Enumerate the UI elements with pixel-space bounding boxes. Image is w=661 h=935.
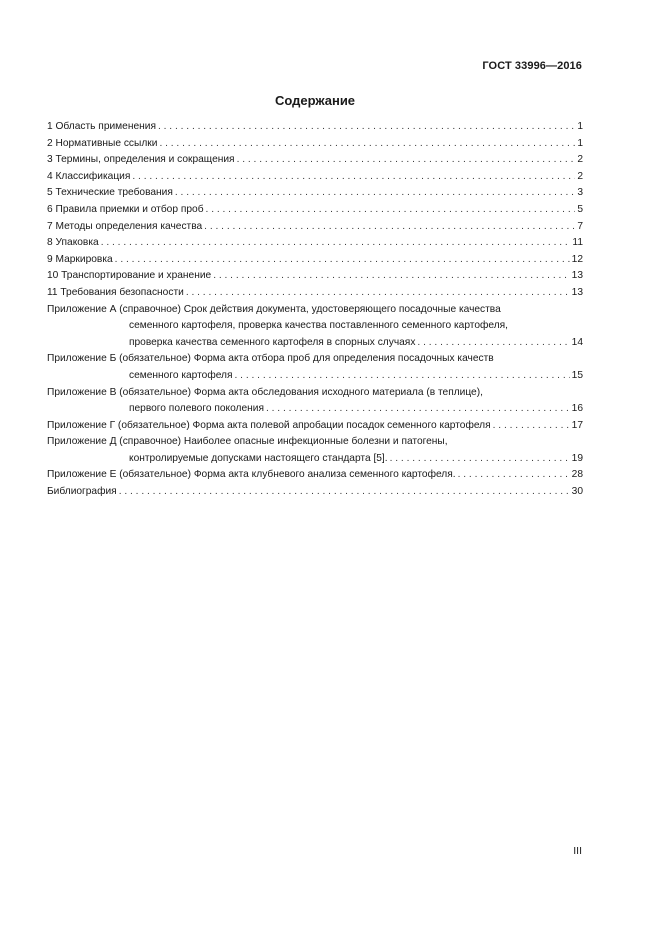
toc-entry-page: 15 xyxy=(571,369,583,381)
toc-appendix-entry[interactable] xyxy=(47,418,583,435)
toc-entry-page: 1 xyxy=(577,121,583,132)
toc-entry-page: 19 xyxy=(571,452,583,464)
toc-entry-label: 7 Методы определения качества xyxy=(47,220,203,232)
toc-entry[interactable] xyxy=(47,185,583,202)
toc-entry-label: проверка качества семенного картофеля в спорных случаях xyxy=(129,336,416,348)
toc-entry-label: 8 Упаковка xyxy=(47,237,99,249)
dot-leader xyxy=(101,235,571,252)
toc-entry-page: 28 xyxy=(571,469,583,481)
toc-entry[interactable] xyxy=(47,169,583,186)
document-code: ГОСТ 33996—2016 xyxy=(482,60,582,72)
toc-entry-label: 11 Требования безопасности xyxy=(47,286,184,298)
toc-entry-page: 16 xyxy=(571,403,583,415)
toc-entry-label: 3 Термины, определения и сокращения xyxy=(47,154,235,166)
dot-leader xyxy=(266,401,570,418)
appendix-title-last-line[interactable] xyxy=(47,401,583,418)
toc-entry-label: 4 Классификация xyxy=(47,170,131,182)
toc-entry-page: 2 xyxy=(577,170,583,182)
dot-leader xyxy=(186,285,570,302)
dot-leader xyxy=(175,185,575,202)
toc-appendix-line[interactable] xyxy=(47,467,583,484)
toc-entry[interactable] xyxy=(47,235,583,252)
dot-leader xyxy=(458,467,570,484)
appendix-title-continuation: семенного картофеля, проверка качества поставленного семенного картофеля, xyxy=(129,320,509,332)
dot-leader xyxy=(235,368,570,385)
toc-entry-page: 12 xyxy=(571,253,583,265)
toc-entry-page: 2 xyxy=(577,154,583,166)
toc-entry-label: 6 Правила приемки и отбор проб xyxy=(47,203,204,215)
toc-entry-label: 2 Нормативные ссылки xyxy=(47,137,158,149)
appendix-title-line: Приложение А (справочное) Срок действия документа, удостоверяющего посадочные качества xyxy=(47,303,501,315)
toc-entry-label: 1 Область применения xyxy=(47,121,156,132)
toc-entry-page: 5 xyxy=(577,203,583,215)
dot-leader xyxy=(493,418,570,435)
toc-entry[interactable] xyxy=(47,285,583,302)
toc-entry-label: первого полевого поколения xyxy=(129,403,264,415)
toc-entry-label: семенного картофеля xyxy=(129,369,233,381)
dot-leader xyxy=(115,252,570,269)
toc-entry[interactable] xyxy=(47,252,583,269)
toc-entry-page: 13 xyxy=(571,270,583,282)
toc-entry[interactable] xyxy=(47,152,583,169)
appendix-title-last-line[interactable] xyxy=(47,335,583,352)
toc-entry-label: Библиография xyxy=(47,486,117,498)
dot-leader xyxy=(206,202,576,219)
toc-entry[interactable] xyxy=(47,202,583,219)
toc-appendix-entry[interactable] xyxy=(47,467,583,484)
toc-entry-page: 17 xyxy=(571,419,583,431)
appendix-title-line: Приложение Б (обязательное) Форма акта отбора проб для определения посадочных качеств xyxy=(47,353,494,365)
page-number: III xyxy=(573,845,582,857)
toc-entry-label: Приложение Г (обязательное) Форма акта полевой апробации посадок семенного картофеля xyxy=(47,419,491,431)
toc-bibliography[interactable] xyxy=(47,484,583,501)
toc-entry-page: 13 xyxy=(571,286,583,298)
toc-entry-page: 7 xyxy=(577,220,583,232)
dot-leader xyxy=(132,169,575,186)
dot-leader xyxy=(158,119,575,136)
toc-entry-label: 10 Транспортирование и хранение xyxy=(47,270,212,282)
dot-leader xyxy=(390,451,570,468)
toc-appendix-entry[interactable] xyxy=(47,302,583,352)
toc-entry-page: 14 xyxy=(571,336,583,348)
page-title: Содержание xyxy=(274,93,356,108)
appendix-title-last-line[interactable] xyxy=(47,451,583,468)
dot-leader xyxy=(237,152,576,169)
toc-entry-page: 3 xyxy=(577,187,583,199)
toc-entry[interactable] xyxy=(47,136,583,153)
table-of-contents xyxy=(47,119,583,501)
toc-entry-label: 9 Маркировка xyxy=(47,253,113,265)
toc-entry[interactable] xyxy=(47,219,583,236)
toc-appendix-entry[interactable] xyxy=(47,434,583,467)
toc-appendix-entry[interactable] xyxy=(47,385,583,418)
dot-leader xyxy=(119,484,570,501)
dot-leader xyxy=(204,219,575,236)
appendix-title-line: Приложение В (обязательное) Форма акта обследования исходного материала (в теплице), xyxy=(47,386,483,398)
toc-entry[interactable] xyxy=(47,268,583,285)
toc-entry-label: контролируемые допусками настоящего стандарта [5]. xyxy=(129,452,388,464)
toc-entry-page: 1 xyxy=(577,137,583,149)
toc-entry[interactable] xyxy=(47,119,583,136)
toc-appendix-line[interactable] xyxy=(47,418,583,435)
dot-leader xyxy=(213,268,569,285)
toc-appendix-entry[interactable] xyxy=(47,351,583,384)
toc-entry-page: 11 xyxy=(572,237,583,249)
toc-entry-page: 30 xyxy=(571,486,583,498)
dot-leader xyxy=(417,335,569,352)
appendix-title-last-line[interactable] xyxy=(47,368,583,385)
toc-entry-label: 5 Технические требования xyxy=(47,187,173,199)
toc-entry-label: Приложение Е (обязательное) Форма акта клубневого анализа семенного картофеля. xyxy=(47,469,456,481)
dot-leader xyxy=(159,136,575,153)
appendix-title-line: Приложение Д (справочное) Наиболее опасные инфекционные болезни и патогены, xyxy=(47,436,448,448)
